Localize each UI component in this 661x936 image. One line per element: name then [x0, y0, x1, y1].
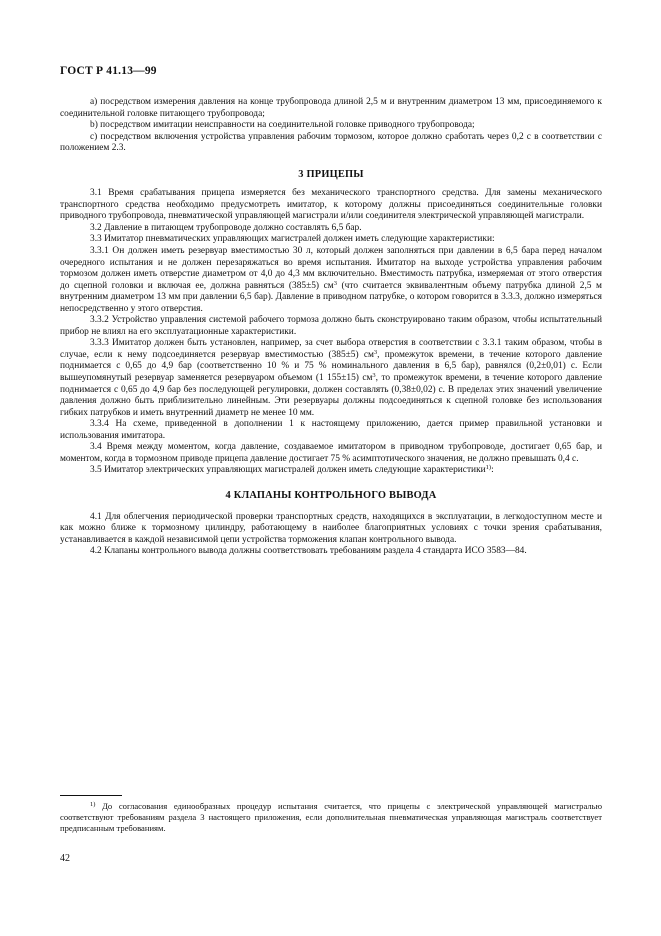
clause-4-1: 4.1 Для облегчения периодической проверки транспортных средств, находящихся в эксплуатации, в легкодоступном месте и как можно ближе к тормозному цилиндру, работающему в наиболее благоприятных условиях с точки зрения срабатывания, устанавливается в каждой независимой цепи устройства торможения клапан контрольного вывода. — [60, 511, 602, 545]
list-item-a: a) посредством измерения давления на конце трубопровода длиной 2,5 м и внутренним диаметром 13 мм, присоединяемого к соединительной головке питающего трубопровода; — [60, 97, 602, 119]
footnote-1 — [60, 801, 602, 834]
clause-3-3-3-text-a: 3.3.3 Имитатор должен быть установлен, например, за счет выбора отверстия в соответствии с 3.3.1 таким образом, чтобы в случае, если к нему подсоединяется резервуар вместимостью (385±5) см — [60, 338, 602, 360]
clause-3-5-text-a: 3.5 Имитатор электрических управляющих магистралей должен иметь следующие характеристики — [90, 465, 486, 476]
clause-3-3-1-text-b: (что считается эквивалентным объему патрубка длиной 2,5 м внутренним диаметром 13 мм при давлении 6,5 бар). Давление в приводном патрубке, о котором говорится в 3.3.3, должно измеряться непосредственно у этого отверстия. — [60, 280, 602, 314]
document-code-header: ГОСТ Р 41.13—99 — [60, 65, 157, 77]
superscript-cubic: 3 — [373, 348, 378, 356]
clause-3-2: 3.2 Давление в питающем трубопроводе должно составлять 6,5 бар. — [90, 222, 362, 233]
footnote-text: До согласования единообразных процедур испытания считается, что прицепы с электрической управляющей магистралью соответствуют требованиям раздела 3 настоящего приложения, если дополнительная пневматическая управляющая магистраль соответствует предписанным требованиям. — [60, 801, 602, 833]
clause-3-5 — [60, 465, 602, 477]
clause-3-5-text-b: : — [491, 465, 494, 476]
footnotes — [60, 801, 602, 834]
clause-4-2: 4.2 Клапаны контрольного вывода должны соответствовать требованиям раздела 4 стандарта ИСО 3583—84. — [90, 546, 527, 557]
section-3-heading: 3 ПРИЦЕПЫ — [298, 168, 364, 180]
clause-3-3-3-text-c: , то промежуток времени, в течение которого давление поднимается с 0,65 до 4,9 бар без последующей регулировки, должен составлять (0,38±0,02) с. В пределах этих значений увеличение давления должно быть приблизительно линейным. Эти резервуары должны подсоединяться к сцепной головке без использования гибких патрубков и иметь внутренний диаметр не менее 10 мм. — [60, 373, 602, 418]
clause-3-3-4: 3.3.4 На схеме, приведенной в дополнении 1 к настоящему приложению, дается пример правильной установки и использования имитатора. — [60, 419, 602, 441]
footnote-separator — [60, 795, 122, 796]
page-body — [60, 97, 602, 558]
section-4-heading: 4 КЛАПАНЫ КОНТРОЛЬНОГО ВЫВОДА — [225, 489, 437, 501]
list-item-c: c) посредством включения устройства управления рабочим тормозом, которое должно сработать через 0,2 с в соответствии с положением 2.3. — [60, 131, 602, 154]
footnote-marker: 1) — [90, 801, 96, 808]
list-item-b: b) посредством имитации неисправности на соединительной головке приводного трубопровода; — [90, 120, 475, 131]
clause-3-3-1-text-a: 3.3.1 Он должен иметь резервуар вместимостью 30 л, который должен заполняться при давлении в 6,5 бара перед началом очередного испытания и не должен перезаряжаться во время испытания. Имитатор на выходе устройства управления рабочим тормозом должен иметь отверстие диаметром от 4,0 до 4,3 мм включительно. Вместимость патрубка, измеряемая от этого отверстия до сцепной головки и включая ее, должна равняться (385±5) см — [60, 246, 602, 291]
footnote-reference[interactable]: 1) — [485, 464, 492, 472]
superscript-cubic: 3 — [372, 372, 376, 380]
clause-3-4: 3.4 Время между моментом, когда давление, создаваемое имитатором в приводном трубопроводе, достигает 0,65 бар, и моментом, когда в тормозном приводе прицепа давление достигает 75 % асимптотического значения, не должно превышать 0,4 с. — [60, 442, 602, 464]
clause-3-3: 3.3 Имитатор пневматических управляющих магистралей должен иметь следующие характеристики: — [90, 234, 495, 245]
clause-3-1: 3.1 Время срабатывания прицепа измеряется без механического транспортного средства. Для замены механического транспортного средства необходимо предусмотреть имитатор, к которому должны присоединяться соединительные головки приводного трубопровода, пневматической управляющей магистрали и/или соединителя электрической управляющей магистрали. — [60, 188, 602, 222]
page-number: 42 — [60, 853, 70, 864]
clause-3-3-1 — [60, 246, 602, 315]
clause-3-3-3-text-b: , промежуток времени, в течение которого давление поднимается с 0,65 до 4,9 бар (соответственно 10 % и 75 % номинального давления в 6,5 бар), равнялся (0,2±0,01) с. Если вышеупомянутый резервуар заменяется резервуаром объемом (1 155±15) см — [60, 349, 602, 384]
clause-3-3-3 — [60, 338, 602, 419]
superscript-cubic: 3 — [333, 279, 337, 287]
clause-3-3-2: 3.3.2 Устройство управления системой рабочего тормоза должно быть сконструировано таким образом, чтобы испытательный прибор не влиял на его эксплуатационные характеристики. — [60, 315, 602, 337]
